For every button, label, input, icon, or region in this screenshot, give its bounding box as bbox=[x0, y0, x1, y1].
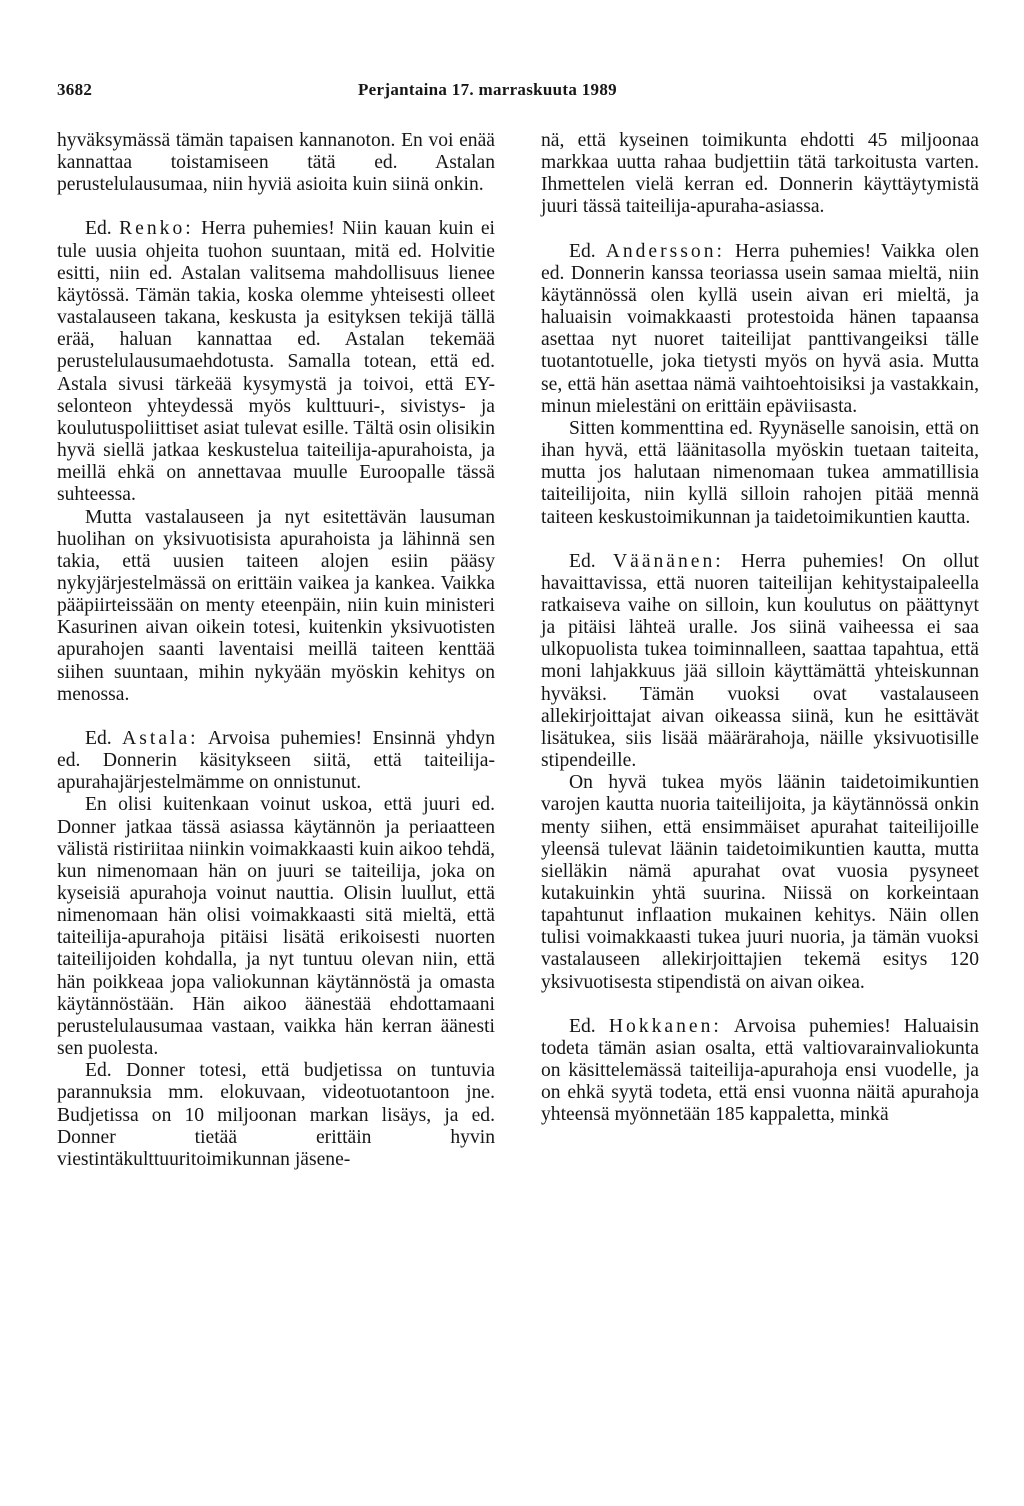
left-column bbox=[57, 130, 495, 1171]
speaker-prefix: Ed. bbox=[569, 550, 596, 572]
left-paragraph-1: hyväksymässä tämän tapaisen kannanoton. En voi enää kannattaa toistamiseen tätä ed. Astalan perustelulausumaa, niin hyviä asioita kuin siinä onkin. bbox=[57, 130, 495, 196]
speaker-prefix: Ed. bbox=[569, 1015, 596, 1037]
speech-text: Herra puhemies! On ollut havaittavissa, että nuoren taiteilijan kehitystaipaleella ratkaiseva vaihe on silloin, kun koulutus on päättynyt ja pitäisi lähteä uralle. Jos siinä vaiheessa ei saa ulkopuolista tukea toiminnalleen, saattaa tapahtua, että moni lahjakkuus jää silloin käyttämättä yhteiskunnan hyväksi. Tämän vuoksi ovat vastalauseen allekirjoittajat aivan oikeassa siinä, kun he esittävät lisätukea, siis lisää määrärahoja, näille yksivuotisille stipendeille. bbox=[541, 550, 979, 772]
speech-text: Arvoisa puhemies! Haluaisin todeta tämän asian osalta, että valtiovarainvaliokunta on käsittelemässä taiteilija-apurahoja ensi vuodelle, ja on ehkä syytä todeta, että ensi vuonna näitä apurahoja yhteensä myönnetään 185 kappaletta, minkä bbox=[541, 1015, 979, 1126]
right-paragraph-1: nä, että kyseinen toimikunta ehdotti 45 miljoonaa markkaa uutta rahaa budjettiin tätä tarkoitusta varten. Ihmettelen vielä kerran ed. Donnerin käyttäytymistä juuri tässä taiteilija-apuraha-asiassa. bbox=[541, 130, 979, 218]
page-number: 3682 bbox=[57, 80, 93, 99]
speaker-name-astala: Astala: bbox=[122, 727, 199, 749]
page-header bbox=[0, 80, 1024, 104]
left-paragraph-6: Ed. Donner totesi, että budjetissa on tuntuvia parannuksia mm. elokuvaan, videotuotantoon jne. Budjetissa on 10 miljoonan markan lisäys, ja ed. Donner tietää erittäin hyvin viestintäkulttuuritoimikunnan jäsene- bbox=[57, 1060, 495, 1170]
left-paragraph-3: Mutta vastalauseen ja nyt esitettävän lausuman huolihan on yksivuotisista apurahoista ja lähinnä sen takia, että uusien taiteen alojen esiin pääsy nykyjärjestelmässä on erittäin vaikea ja kankea. Vaikka pääpiirteissään on menty eteenpäin, niin kuin ministeri Kasurinen aivan oikein totesi, kuitenkin yksivuotisten apurahojen saanti laventaisi meillä taiteen kenttää siihen suuntaan, mihin nykyään myöskin kehitys on menossa. bbox=[57, 506, 495, 705]
speaker-name-hokkanen: Hokkanen: bbox=[608, 1015, 722, 1037]
right-column bbox=[541, 130, 979, 1127]
left-paragraph-renko bbox=[57, 218, 495, 506]
right-paragraph-vaananen bbox=[541, 551, 979, 773]
speaker-prefix: Ed. bbox=[569, 240, 596, 262]
left-paragraph-astala bbox=[57, 728, 495, 794]
right-paragraph-andersson bbox=[541, 241, 979, 418]
right-paragraph-hokkanen bbox=[541, 1016, 979, 1127]
speaker-prefix: Ed. bbox=[85, 218, 112, 240]
speaker-name-andersson: Andersson: bbox=[605, 240, 725, 262]
speech-text: Herra puhemies! Vaikka olen ed. Donnerin kanssa teoriassa usein samaa mieltä, niin käytännössä olen kyllä usein aivan eri mieltä, ja haluaisin voimakkaasti protestoida hänen tapaansa asettaa nyt nuoret taiteilijat panttivangeiksi tälle tuotantotuelle, joka tietysti myös on hyvä asia. Mutta se, että hän asettaa nämä vaihtoehtoisiksi ja vastakkain, minun mielestäni on erittäin epäviisasta. bbox=[541, 240, 979, 417]
header-date: Perjantaina 17. marraskuuta 1989 bbox=[358, 80, 617, 99]
right-paragraph-3: Sitten kommenttina ed. Ryynäselle sanoisin, että on ihan hyvä, että läänitasolla myöskin tuetaan taiteita, mutta jos halutaan nimenomaan tukea ammatillisia taiteilijoita, niin kyllä silloin rahojen pitää mennä taiteen keskustoimikunnan ja taidetoimikuntien kautta. bbox=[541, 417, 979, 528]
speaker-prefix: Ed. bbox=[85, 727, 112, 749]
speaker-name-renko: Renko: bbox=[119, 218, 194, 240]
left-paragraph-5: En olisi kuitenkaan voinut uskoa, että juuri ed. Donner jatkaa tässä asiassa käytännön ja periaatteen välistä ristiriitaa niinkin voimakkaasti kuin aikoo tehdä, kun nimenomaan hän on juuri se taiteilija, joka on kyseisiä apurahoja voinut nauttia. Olisin luullut, että nimenomaan hän olisi voimakkaasti sitä mieltä, että taiteilija-apurahoja pitäisi lisätä erikoisesti nuorten taiteilijoiden kohdalla, ja nyt tuntuu olevan niin, että hän poikkeaa jopa valiokunnan käytännöstä ja omasta käytännöstään. Hän aikoo äänestää ehdottamaani perustelulausumaa vastaan, vaikka hän kerran äänesti sen puolesta. bbox=[57, 794, 495, 1060]
speech-text: Arvoisa puhemies! Ensinnä yhdyn ed. Donnerin käsitykseen siitä, että taiteilija-apurahajärjestelmämme on onnistunut. bbox=[57, 727, 495, 794]
speech-text: Herra puhemies! Niin kauan kuin ei tule uusia ohjeita tuohon suuntaan, mitä ed. Holvitie esitti, niin ed. Astalan valitsema mahdollisuus lienee käytössä. Tämän takia, koska olemme yhteisesti olleet vastalauseen takana, keskusta ja esityksen tekijä tällä erää, haluan kannattaa ed. Astalan tekemää perustelulausumaehdotusta. Samalla totean, että ed. Astala sivusi tärkeää kysymystä ja toivoi, että EY-selonteon yhteydessä myös kulttuuri-, sivistys- ja koulutuspoliittiset asiat tulevat esille. Tältä osin olisikin hyvä siellä jatkaa keskustelua taiteilija-apurahoista, ja meillä ehkä on annettavaa muulle Euroopalle tässä suhteessa. bbox=[57, 218, 495, 506]
speaker-name-vaananen: Väänänen: bbox=[612, 550, 724, 572]
right-paragraph-5: On hyvä tukea myös läänin taidetoimikuntien varojen kautta nuoria taiteilijoita, ja käytännössä onkin menty siihen, että ensimmäiset apurahat taiteilijoille yleensä tulevat läänin taidetoimikuntien kautta, mutta sielläkin nämä apurahat ovat vuosia pysyneet kutakuinkin yhtä suurina. Niissä on korkeintaan tapahtunut inflaation mukainen kehitys. Näin ollen tulisi voimakkaasti tukea juuri nuoria, ja tämän vuoksi vastalauseen allekirjoittajien tekemä esitys 120 yksivuotisesta stipendistä on aivan oikea. bbox=[541, 772, 979, 993]
